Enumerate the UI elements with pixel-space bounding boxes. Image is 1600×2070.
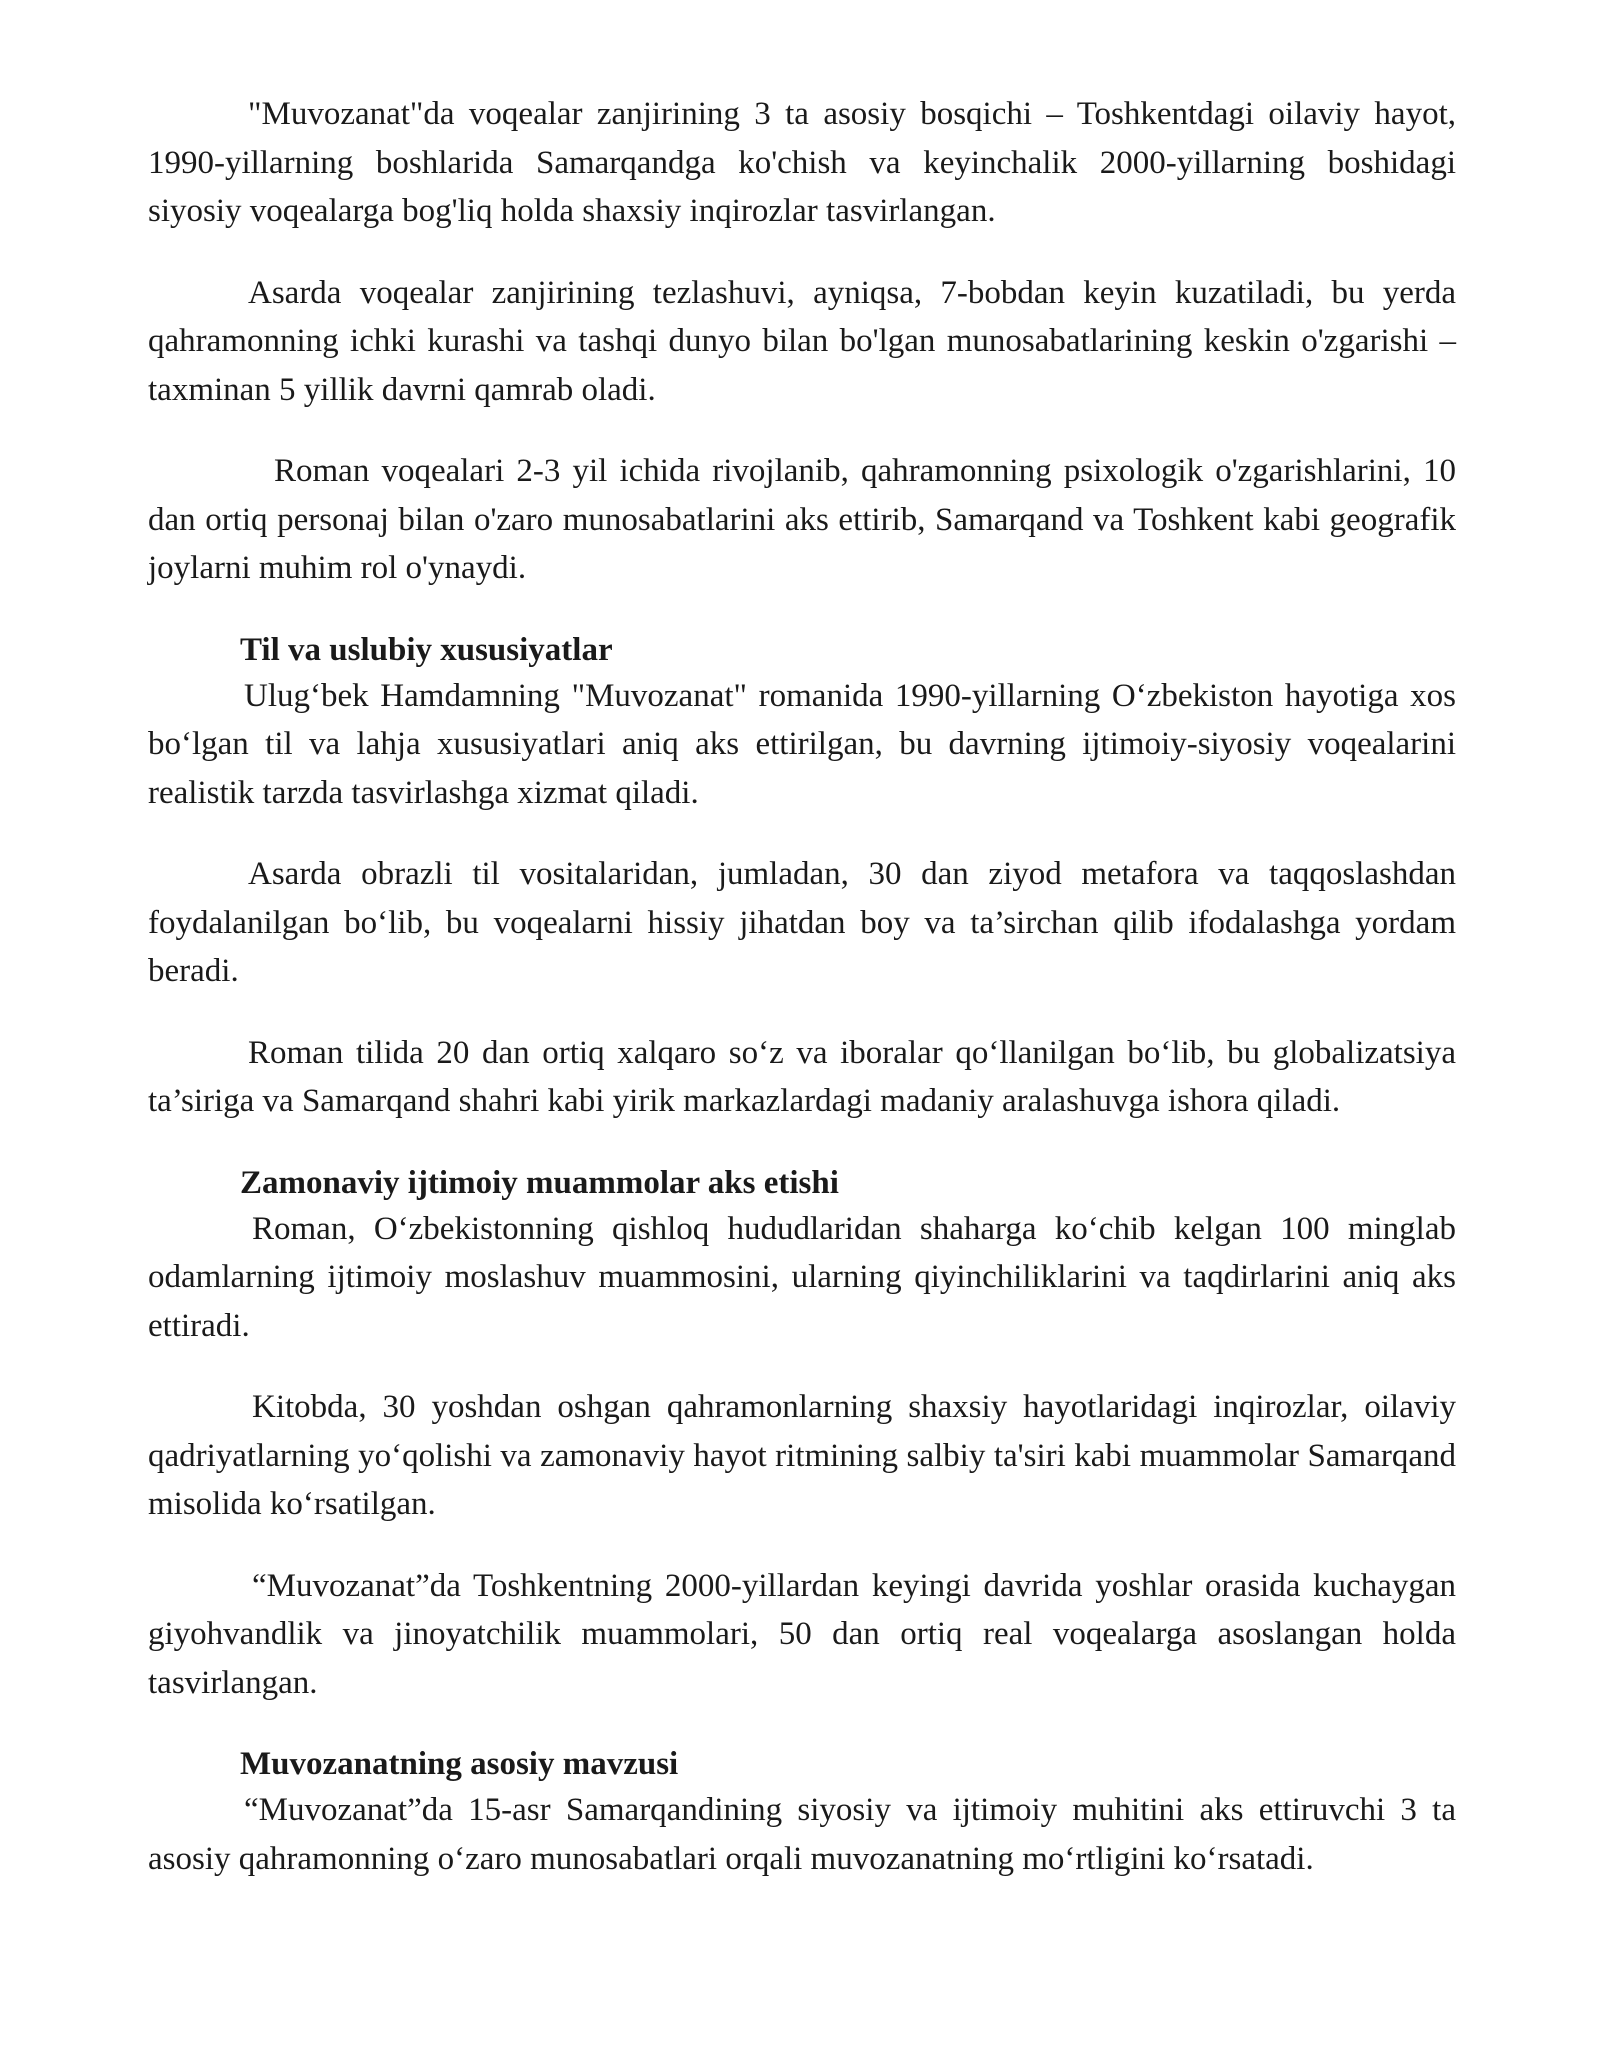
paragraph: Ulug‘bek Hamdamning "Muvozanat" romanida 1990-yillarning O‘zbekiston hayotiga xos bo‘lgan til va lahja xususiyatlari aniq aks ettirilgan, bu davrning ijtimoiy-siyosiy voqealarini realistik tarzda tasvirlashga xizmat qiladi.	[148, 677, 1456, 811]
section-heading: Muvozanatning asosiy mavzusi	[240, 1746, 679, 1782]
paragraph: Roman voqealari 2-3 yil ichida rivojlanib, qahramonning psixologik o'zgarishlarini, 10 dan ortiq personaj bilan o'zaro munosabatlarini aks ettirib, Samarqand va Toshkent kabi geografik joylarni muhim rol o'ynaydi.	[148, 453, 1456, 586]
paragraph: "Muvozanat"da voqealar zanjirining 3 ta asosiy bosqichi – Toshkentdagi oilaviy hayot, 1990-yillarning boshlarida Samarqandga ko'chish va keyinchalik 2000-yillarning boshidagi siyosiy voqealarga bog'liq holda shaxsiy inqirozlar tasvirlangan.	[148, 96, 1456, 229]
paragraph: Kitobda, 30 yoshdan oshgan qahramonlarning shaxsiy hayotlaridagi inqirozlar, oilaviy qadriyatlarning yo‘qolishi va zamonaviy hayot ritmining salbiy ta'siri kabi muammolar Samarqand misolida ko‘rsatilgan.	[148, 1389, 1456, 1522]
section-heading: Til va uslubiy xususiyatlar	[240, 631, 613, 668]
paragraph: Asarda voqealar zanjirining tezlashuvi, ayniqsa, 7-bobdan keyin kuzatiladi, bu yerda qahramonning ichki kurashi va tashqi dunyo bilan bo'lgan munosabatlarining keskin o'zgarishi – taxminan 5 yillik davrni qamrab oladi.	[148, 274, 1456, 408]
section-heading: Zamonaviy ijtimoiy muammolar aks etishi	[240, 1164, 839, 1201]
paragraph: “Muvozanat”da 15-asr Samarqandining siyosiy va ijtimoiy muhitini aks ettiruvchi 3 ta asosiy qahramonning o‘zaro munosabatlari orqali muvozanatning mo‘rtligini ko‘rsatadi.	[148, 1792, 1456, 1877]
paragraph: Roman tilida 20 dan ortiq xalqaro so‘z va iboralar qo‘llanilgan bo‘lib, bu globalizatsiya ta’siriga va Samarqand shahri kabi yirik markazlardagi madaniy aralashuvga ishora qiladi.	[148, 1034, 1456, 1119]
paragraph: Asarda obrazli til vositalaridan, jumladan, 30 dan ziyod metafora va taqqoslashdan foydalanilgan bo‘lib, bu voqealarni hissiy jihatdan boy va ta’sirchan qilib ifodalashga yordam beradi.	[148, 856, 1456, 989]
paragraph: Roman, O‘zbekistonning qishloq hududlaridan shaharga ko‘chib kelgan 100 minglab odamlarning ijtimoiy moslashuv muammosini, ularning qiyinchiliklarini va taqdirlarini aniq aks ettiradi.	[148, 1210, 1456, 1344]
paragraph: “Muvozanat”da Toshkentning 2000-yillardan keyingi davrida yoshlar orasida kuchaygan giyohvandlik va jinoyatchilik muammolari, 50 dan ortiq real voqealarga asoslangan holda tasvirlangan.	[148, 1567, 1456, 1701]
document-page	[148, 90, 1456, 1883]
